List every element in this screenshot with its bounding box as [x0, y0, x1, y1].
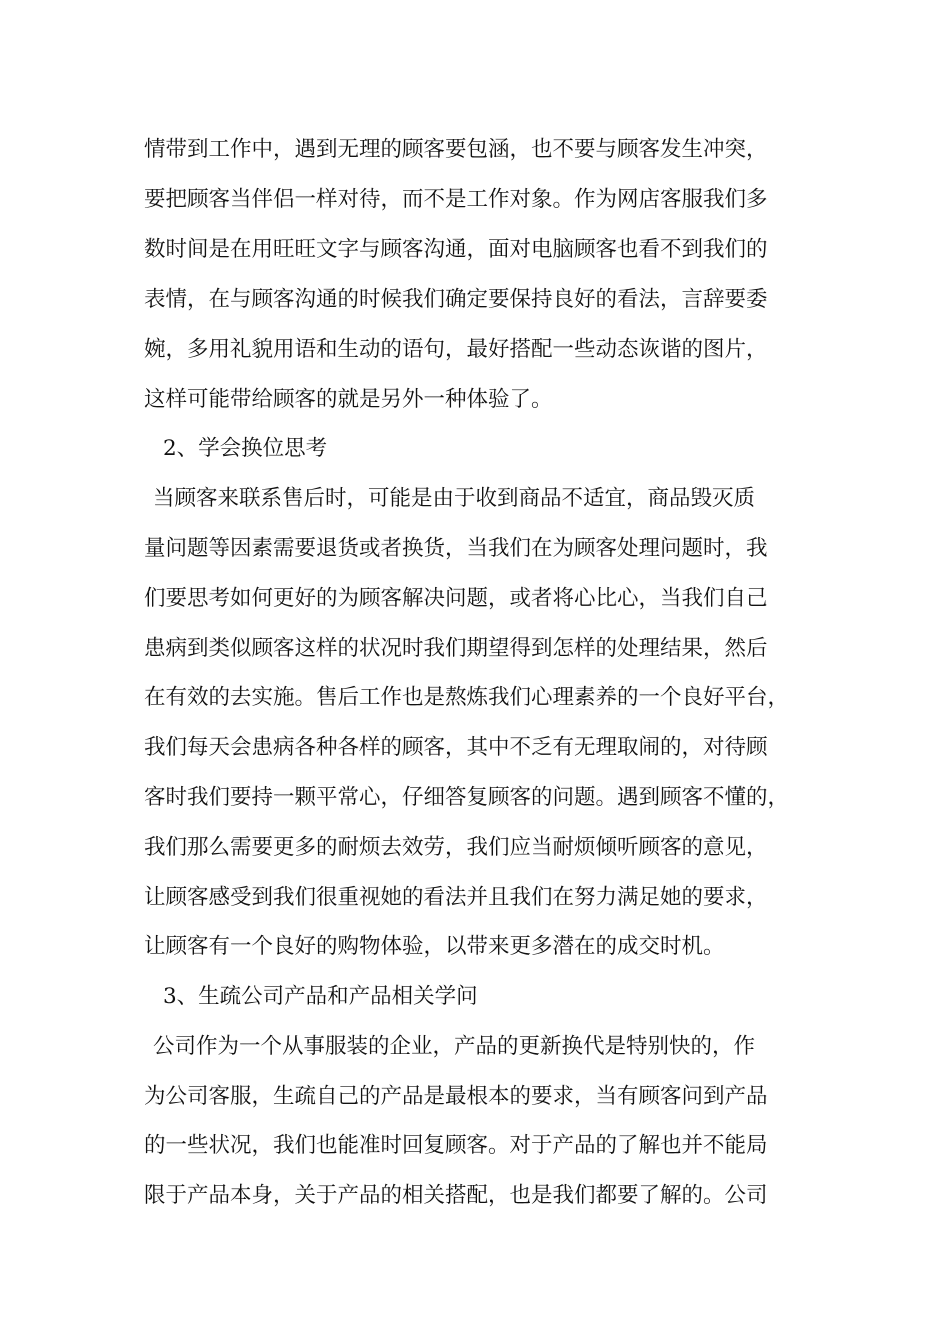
section-heading-3: 3、生疏公司产品和产品相关学问 [163, 984, 478, 1009]
section-heading-2: 2、学会换位思考 [163, 436, 328, 461]
paragraph-1-line-6: 这样可能带给顾客的就是另外一种体验了。 [144, 387, 553, 412]
paragraph-2-line-4: 患病到类似顾客这样的状况时我们期望得到怎样的处理结果，然后 [144, 636, 768, 661]
paragraph-1-line-2: 要把顾客当伴侣一样对待，而不是工作对象。作为网店客服我们多 [144, 187, 768, 212]
paragraph-1-line-1: 情带到工作中，遇到无理的顾客要包涵，也不要与顾客发生冲突， [144, 137, 768, 162]
paragraph-1-line-5: 婉，多用礼貌用语和生动的语句，最好搭配一些动态诙谐的图片， [144, 337, 768, 362]
paragraph-2-line-3: 们要思考如何更好的为顾客解决问题，或者将心比心，当我们自己 [144, 586, 768, 611]
paragraph-2-line-9: 让顾客感受到我们很重视她的看法并且我们在努力满足她的要求， [144, 885, 768, 910]
paragraph-1-line-4: 表情，在与顾客沟通的时候我们确定要保持良好的看法，言辞要委 [144, 287, 768, 312]
paragraph-3-line-1: 公司作为一个从事服装的企业，产品的更新换代是特别快的，作 [153, 1034, 756, 1059]
paragraph-3-line-4: 限于产品本身，关于产品的相关搭配，也是我们都要了解的。公司 [144, 1183, 768, 1208]
paragraph-2-line-7: 客时我们要持一颗平常心，仔细答复顾客的问题。遇到顾客不懂的， [144, 785, 790, 810]
paragraph-3-line-3: 的一些状况，我们也能准时回复顾客。对于产品的了解也并不能局 [144, 1133, 768, 1158]
paragraph-3-line-2: 为公司客服，生疏自己的产品是最根本的要求，当有顾客问到产品 [144, 1084, 768, 1109]
paragraph-1-line-3: 数时间是在用旺旺文字与顾客沟通，面对电脑顾客也看不到我们的 [144, 237, 768, 262]
paragraph-2-line-8: 我们那么需要更多的耐烦去效劳，我们应当耐烦倾听顾客的意见， [144, 835, 768, 860]
paragraph-2-line-1: 当顾客来联系售后时，可能是由于收到商品不适宜，商品毁灭质 [153, 486, 756, 511]
paragraph-2-line-10: 让顾客有一个良好的购物体验，以带来更多潜在的成交时机。 [144, 934, 725, 959]
paragraph-2-line-2: 量问题等因素需要退货或者换货，当我们在为顾客处理问题时，我 [144, 536, 768, 561]
paragraph-2-line-6: 我们每天会患病各种各样的顾客，其中不乏有无理取闹的，对待顾 [144, 735, 768, 760]
paragraph-2-line-5: 在有效的去实施。售后工作也是熬炼我们心理素养的一个良好平台， [144, 685, 790, 710]
